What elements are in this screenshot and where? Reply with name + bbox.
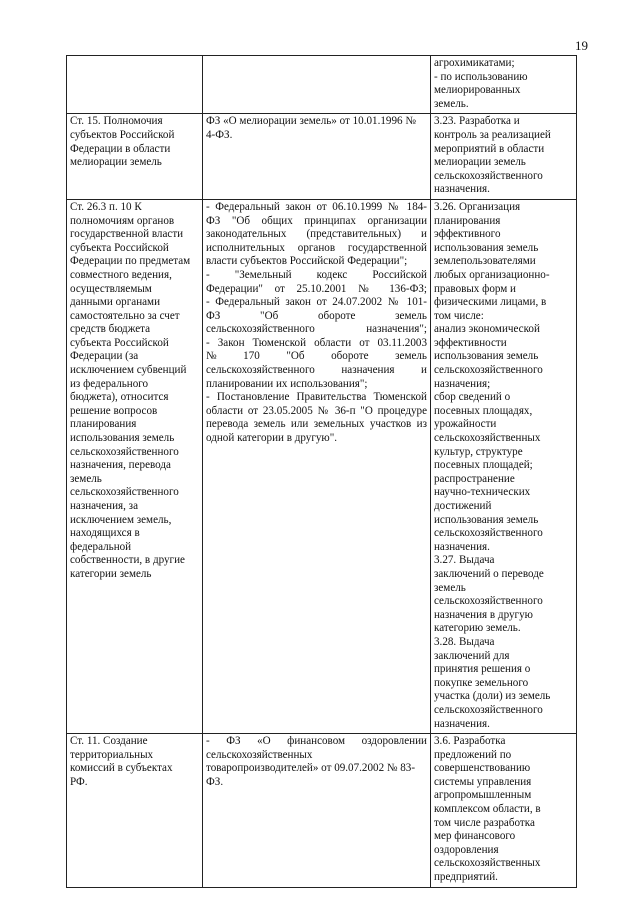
text-line: Федерации" от 25.10.2001 № 136-ФЗ; <box>206 282 427 295</box>
text-line: - Закон Тюменской области от 03.11.2003 <box>206 336 427 349</box>
text-line: урожайности <box>434 418 497 431</box>
text-line: перевода земель или земельных участков из <box>206 418 427 431</box>
text-line: - "Земельный кодекс Российской <box>206 268 427 281</box>
text-line: планировании их использования"; <box>206 377 368 390</box>
text-line: полномочиям органов <box>70 214 175 227</box>
text-line: исключением субвенций <box>70 364 187 377</box>
text-line: совершенствованию <box>434 762 531 775</box>
text-line: любых организационно- <box>434 268 550 281</box>
text-line: Федерации в области <box>70 142 171 155</box>
text-line: субъекта Российской <box>70 241 169 254</box>
text-line: территориальных <box>70 748 154 761</box>
cell-legal-basis <box>203 56 431 114</box>
cell-legal-basis <box>203 114 431 200</box>
text-line: - по использованию <box>434 70 528 83</box>
text-line: области от 23.05.2005 № 36-п "О процедуре <box>206 404 427 417</box>
text-line: одной категории в другую". <box>206 432 338 445</box>
text-line: исполнительных органов государственной <box>206 241 427 254</box>
text-line: назначения, за <box>70 500 138 512</box>
text-line: сельскохозяйственных <box>206 748 313 761</box>
text-line: оздоровления <box>434 843 499 856</box>
text-line: категорию земель. <box>434 622 521 635</box>
text-line: комплексом области, в <box>434 803 541 816</box>
text-line: посевных площадях, <box>434 404 533 417</box>
text-line: культур, структуре <box>434 445 523 458</box>
text-line: мелиорации земель <box>70 156 162 169</box>
cell-function <box>431 199 577 733</box>
cell-article <box>67 56 203 114</box>
text-line: государственной власти <box>70 228 184 241</box>
cell-function <box>431 734 577 888</box>
text-line: сельскохозяйственного <box>434 169 543 182</box>
text-line: находящихся в <box>70 527 140 540</box>
text-line: сельскохозяйственных <box>434 857 541 870</box>
table-row <box>67 114 577 200</box>
text-line: правовых форм и <box>434 282 516 295</box>
text-line: средств бюджета <box>70 323 151 336</box>
text-line: сельскохозяйственных <box>434 432 541 445</box>
table-row <box>67 734 577 888</box>
text-line: - Федеральный закон от 06.10.1999 № 184- <box>206 200 427 213</box>
text-line: назначения, перевода <box>70 459 171 472</box>
text-line: достижений <box>434 500 492 512</box>
cell-function <box>431 56 577 114</box>
text-line: сбор сведений о <box>434 391 511 404</box>
text-line: сельскохозяйственного <box>70 486 179 499</box>
text-line: 3.23. Разработка и <box>434 115 520 128</box>
text-line: научно-технических <box>434 486 531 499</box>
text-line: планирования <box>434 214 501 227</box>
text-line: данными органами <box>70 296 161 309</box>
text-line: ФЗ. <box>206 775 224 788</box>
text-line: комиссий в субъектах <box>70 762 173 775</box>
text-line: № 170 "Об обороте земель <box>206 350 427 363</box>
text-line: принятия решения о <box>434 663 531 676</box>
text-line: предложений по <box>434 748 512 761</box>
text-line: решение вопросов <box>70 404 158 417</box>
text-line: - Постановление Правительства Тюменской <box>206 391 427 404</box>
text-line: РФ. <box>70 775 88 788</box>
text-line: сельскохозяйственного назначения"; <box>206 323 427 336</box>
text-line: 3.27. Выдача <box>434 554 495 567</box>
page-number: 19 <box>575 38 588 53</box>
text-line: мелиорации земель <box>434 156 526 169</box>
text-line: мероприятий в области <box>434 142 545 155</box>
text-line: системы управления <box>434 775 532 788</box>
text-line: предприятий. <box>434 871 498 884</box>
text-line: контроль за реализацией <box>434 128 551 141</box>
cell-function <box>431 114 577 200</box>
text-line: 3.6. Разработка <box>434 735 506 748</box>
document-table <box>66 55 577 888</box>
table-row <box>67 56 577 114</box>
text-line: сельскохозяйственного <box>434 527 543 540</box>
text-line: Ст. 11. Создание <box>70 735 148 748</box>
text-line: товаропроизводителей» от 09.07.2002 № 83- <box>206 762 416 775</box>
text-line: анализ экономической <box>434 323 540 336</box>
text-line: 4-ФЗ. <box>206 128 233 141</box>
text-line: земель <box>70 472 102 485</box>
text-line: Ст. 26.3 п. 10 К <box>70 200 142 213</box>
text-line: посевных площадей; <box>434 459 533 472</box>
text-line: ФЗ "Об общих принципах организации <box>206 214 427 227</box>
text-line: ФЗ "Об обороте земель <box>206 309 427 322</box>
text-line: сельскохозяйственного <box>434 364 543 377</box>
text-line: назначения. <box>434 183 490 196</box>
text-line: 3.26. Организация <box>434 200 521 213</box>
text-line: сельскохозяйственного назначения и <box>206 364 427 377</box>
text-line: - Федеральный закон от 24.07.2002 № 101- <box>206 296 427 309</box>
text-line: бюджета), относится <box>70 391 169 404</box>
text-line: использования земель <box>434 513 539 526</box>
text-line: том числе: <box>434 309 484 322</box>
text-line: собственности, в другие <box>70 554 185 567</box>
text-line: распространение <box>434 472 515 485</box>
text-line: исключением земель, <box>70 513 172 526</box>
table-row <box>67 199 577 733</box>
cell-article <box>67 734 203 888</box>
text-line: физическими лицами, в <box>434 296 547 309</box>
text-line: субъекта Российской <box>70 336 169 349</box>
text-line: федеральной <box>70 540 132 553</box>
text-line: использования земель <box>434 350 539 363</box>
text-line: покупке земельного <box>434 676 529 689</box>
text-line: использования земель <box>434 241 539 254</box>
cell-legal-basis <box>203 199 431 733</box>
text-line: власти субъектов Российской Федерации"; <box>206 255 408 268</box>
text-line: Федерации по предметам <box>70 255 191 268</box>
text-line: назначения; <box>434 377 491 390</box>
text-line: законодательных (представительных) и <box>206 228 427 241</box>
text-line: - ФЗ «О финансовом оздоровлении <box>206 735 427 748</box>
text-line: агрохимикатами; <box>434 57 515 69</box>
text-line: заключений для <box>434 649 510 662</box>
text-line: из федерального <box>70 377 149 390</box>
text-line: сельскохозяйственного <box>434 595 543 608</box>
text-line: ФЗ «О мелиорации земель» от 10.01.1996 № <box>206 115 416 128</box>
text-line: Федерации (за <box>70 350 139 363</box>
text-line: осуществляемым <box>70 282 152 295</box>
text-line: том числе разработка <box>434 816 535 829</box>
text-line: мелиорированных <box>434 84 521 97</box>
cell-article <box>67 114 203 200</box>
text-line: Ст. 15. Полномочия <box>70 115 163 128</box>
text-line: назначения. <box>434 717 490 730</box>
text-line: назначения в другую <box>434 608 533 621</box>
text-line: землепользователями <box>434 255 536 268</box>
text-line: участка (доли) из земель <box>434 690 551 703</box>
text-line: мер финансового <box>434 830 516 843</box>
text-line: агропромышленным <box>434 789 532 802</box>
text-line: земель. <box>434 97 469 110</box>
text-line: использования земель <box>70 432 175 445</box>
text-line: субъектов Российской <box>70 128 175 141</box>
text-line: совместного ведения, <box>70 268 172 281</box>
text-line: 3.28. Выдача <box>434 635 495 648</box>
text-line: назначения. <box>434 540 490 553</box>
cell-legal-basis <box>203 734 431 888</box>
text-line: заключений о переводе <box>434 567 544 580</box>
text-line: земель <box>434 581 466 594</box>
text-line: эффективности <box>434 336 507 349</box>
text-line: категории земель <box>70 567 152 580</box>
text-line: сельскохозяйственного <box>434 703 543 716</box>
text-line: эффективного <box>434 228 501 241</box>
text-line: сельскохозяйственного <box>70 445 179 458</box>
text-line: планирования <box>70 418 137 431</box>
text-line: самостоятельно за счет <box>70 309 180 322</box>
cell-article <box>67 199 203 733</box>
